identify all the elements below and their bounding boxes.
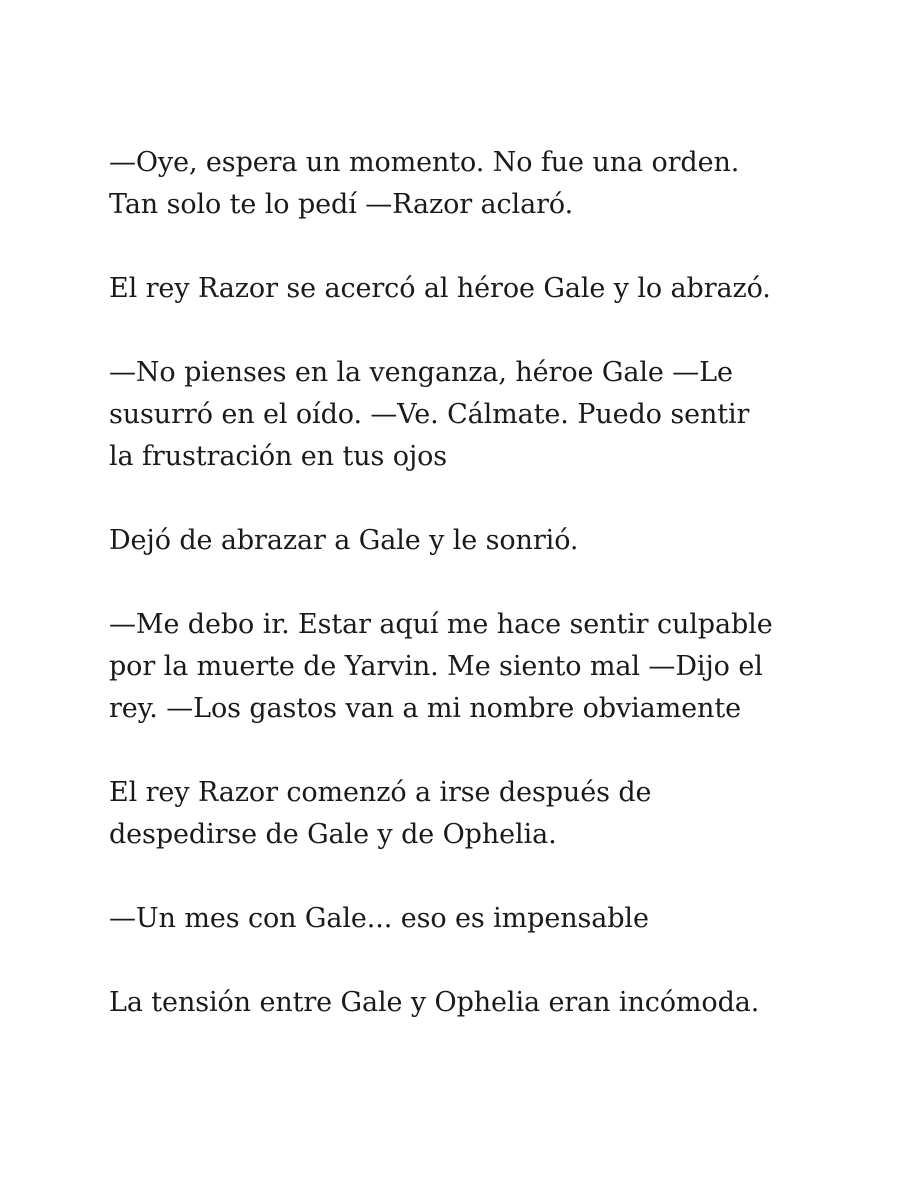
paragraph-8 (109, 982, 809, 1024)
text-line: El rey Razor se acercó al héroe Gale y lo abrazó. (109, 273, 771, 304)
paragraph-5 (109, 604, 809, 730)
text-line: rey. —Los gastos van a mi nombre obviamente (109, 693, 741, 724)
text-line: —Oye, espera un momento. No fue una orden. (109, 147, 740, 178)
text-line: por la muerte de Yarvin. Me siento mal —Dijo el (109, 651, 763, 682)
paragraph-3 (109, 352, 809, 478)
paragraph-4 (109, 520, 809, 562)
text-line: Tan solo te lo pedí —Razor aclaró. (109, 189, 574, 220)
text-line: La tensión entre Gale y Ophelia eran incómoda. (109, 987, 760, 1018)
paragraph-7 (109, 898, 809, 940)
paragraph-6 (109, 772, 809, 856)
text-line: —No pienses en la venganza, héroe Gale —Le (109, 357, 733, 388)
text-line: El rey Razor comenzó a irse después de (109, 777, 652, 808)
paragraph-1 (109, 142, 809, 226)
text-line: —Me debo ir. Estar aquí me hace sentir culpable (109, 609, 773, 640)
text-line: —Un mes con Gale... eso es impensable (109, 903, 649, 934)
text-line: la frustración en tus ojos (109, 441, 448, 472)
text-line: despedirse de Gale y de Ophelia. (109, 819, 557, 850)
document-page (109, 142, 809, 1066)
paragraph-2 (109, 268, 809, 310)
text-line: Dejó de abrazar a Gale y le sonrió. (109, 525, 579, 556)
text-line: susurró en el oído. —Ve. Cálmate. Puedo sentir (109, 399, 750, 430)
